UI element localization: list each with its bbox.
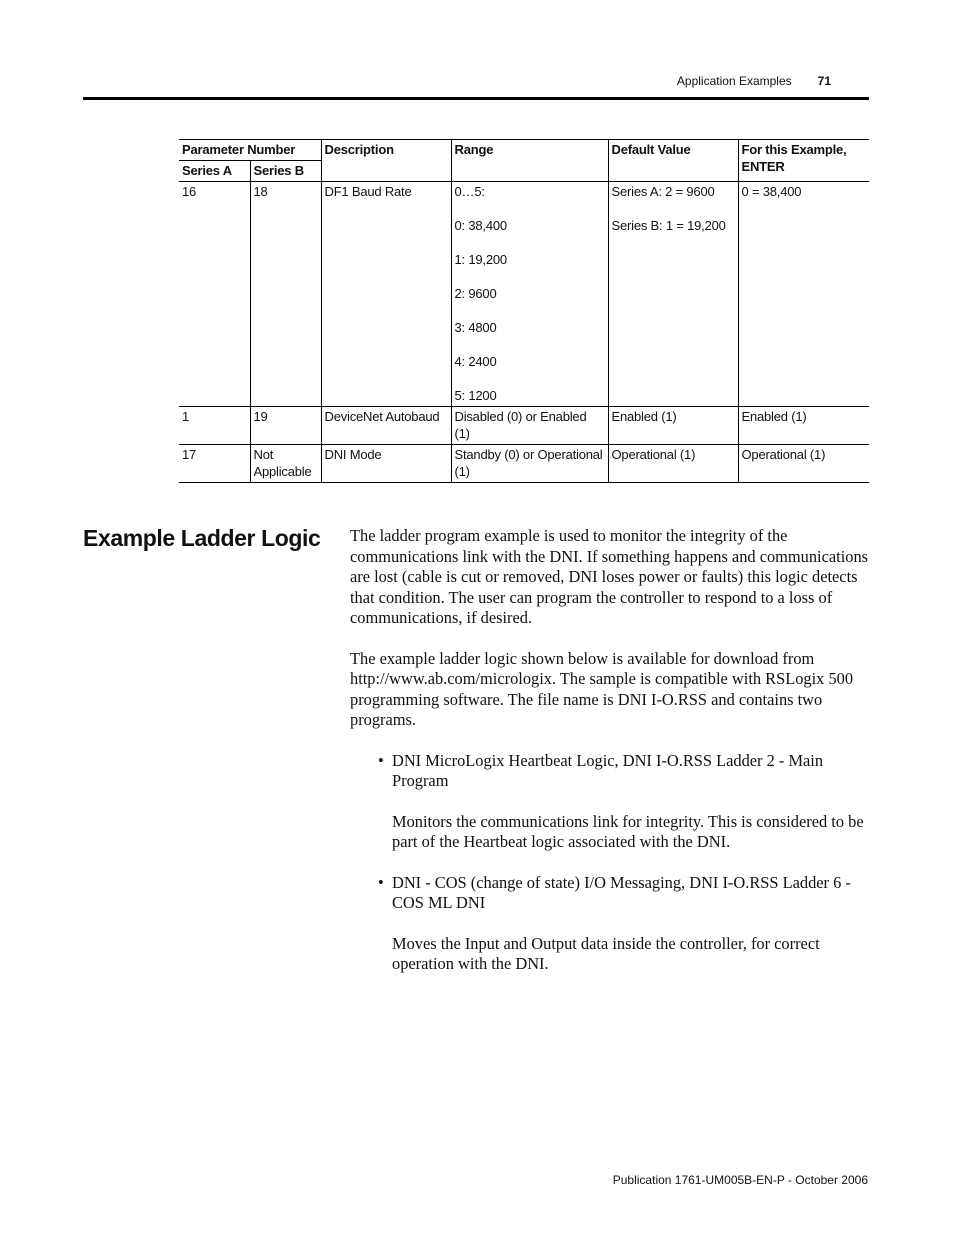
header-section-name: Application Examples xyxy=(676,74,792,88)
header-parameter-number: Parameter Number xyxy=(179,140,321,161)
cell-range: Disabled (0) or Enabled (1) xyxy=(451,407,608,445)
bullet-title: DNI MicroLogix Heartbeat Logic, DNI I-O.RSS Ladder 2 - Main Program xyxy=(392,750,824,790)
cell-enter: Operational (1) xyxy=(738,445,869,483)
bullet-dot-icon: • xyxy=(378,872,384,892)
cell-series-a: 17 xyxy=(179,445,250,483)
bullet-title: DNI - COS (change of state) I/O Messaging, DNI I-O.RSS Ladder 6 - COS ML DNI xyxy=(392,872,851,912)
cell-enter: 0 = 38,400 xyxy=(738,182,869,407)
cell-range: Standby (0) or Operational (1) xyxy=(451,445,608,483)
header-series-a: Series A xyxy=(179,161,250,182)
range-line: 3: 4800 xyxy=(454,320,497,335)
default-line: Series B: 1 = 19,200 xyxy=(611,218,726,233)
header-rule xyxy=(83,97,869,100)
body-paragraph: The ladder program example is used to monitor the integrity of the communications link with the DNI. If something happens and communications are lost (cable is cut or removed, DNI loses power or faults) this logic detects that condition. The user can program the controller to respond to a loss of communications, if desired. xyxy=(350,526,869,627)
cell-series-a: 1 xyxy=(179,407,250,445)
range-line: 0…5: xyxy=(454,184,485,199)
cell-default-value: Enabled (1) xyxy=(608,407,738,445)
cell-series-b: 18 xyxy=(250,182,321,407)
header-for-this-example: For this Example, ENTER xyxy=(738,140,869,182)
cell-series-b: 19 xyxy=(250,407,321,445)
footer-publication: Publication 1761-UM005B-EN-P - October 2006 xyxy=(612,1173,868,1187)
section-body xyxy=(350,526,870,995)
header-range: Range xyxy=(451,140,608,182)
table-row xyxy=(179,445,869,483)
range-line: 2: 9600 xyxy=(454,286,497,301)
bullet-dot-icon: • xyxy=(378,750,384,770)
range-line: 4: 2400 xyxy=(454,354,497,369)
cell-series-b: Not Applicable xyxy=(250,445,321,483)
bullet-detail: Monitors the communications link for integrity. This is considered to be part of the Heartbeat logic associated with the DNI. xyxy=(392,811,864,851)
cell-range xyxy=(451,182,608,407)
section-title: Example Ladder Logic xyxy=(83,525,321,551)
bullet-item xyxy=(378,750,870,853)
range-line: 5: 1200 xyxy=(454,388,497,403)
cell-default-value xyxy=(608,182,738,407)
header-series-b: Series B xyxy=(250,161,321,182)
header-default-value: Default Value xyxy=(608,140,738,182)
parameter-table xyxy=(179,139,869,483)
range-line: 0: 38,400 xyxy=(454,218,507,233)
cell-description: DF1 Baud Rate xyxy=(321,182,451,407)
cell-description: DeviceNet Autobaud xyxy=(321,407,451,445)
running-header xyxy=(677,74,831,88)
default-line: Series A: 2 = 9600 xyxy=(611,184,715,199)
page-number: 71 xyxy=(817,74,831,88)
header-description: Description xyxy=(321,140,451,182)
bullet-detail: Moves the Input and Output data inside the controller, for correct operation with the DNI. xyxy=(392,933,820,973)
body-paragraph: The example ladder logic shown below is available for download from http://www.ab.com/micrologix. The sample is compatible with RSLogix 500 programming software. The file name is DNI I-O.RSS and contains two programs. xyxy=(350,648,854,729)
cell-default-value: Operational (1) xyxy=(608,445,738,483)
cell-series-a: 16 xyxy=(179,182,250,407)
cell-description: DNI Mode xyxy=(321,445,451,483)
range-line: 1: 19,200 xyxy=(454,252,507,267)
bullet-item xyxy=(378,872,870,975)
table-row xyxy=(179,407,869,445)
table-row xyxy=(179,182,869,407)
cell-enter: Enabled (1) xyxy=(738,407,869,445)
